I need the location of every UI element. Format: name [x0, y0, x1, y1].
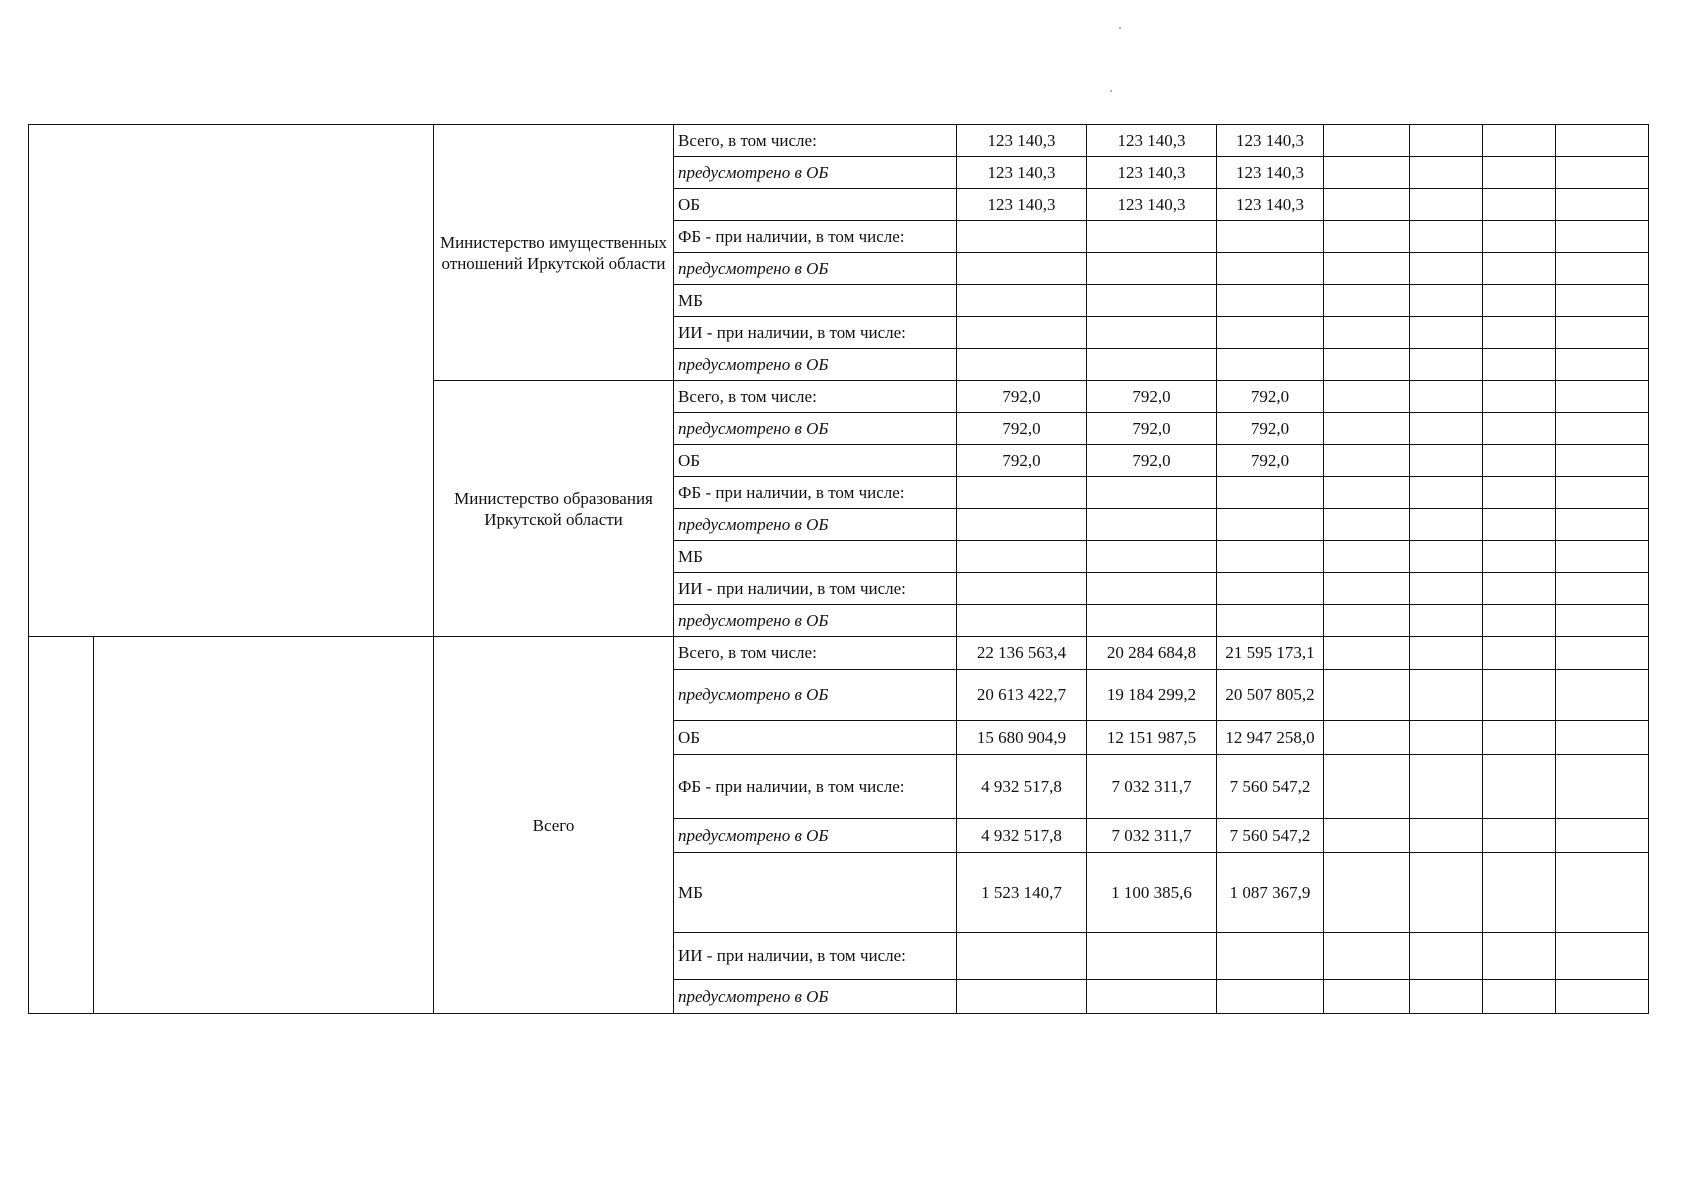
empty-cell	[1324, 819, 1410, 853]
value-cell: 4 932 517,8	[957, 755, 1087, 819]
empty-cell	[1483, 853, 1556, 933]
value-cell: 792,0	[1217, 445, 1324, 477]
value-cell: 7 032 311,7	[1087, 755, 1217, 819]
empty-cell	[1556, 317, 1649, 349]
empty-cell	[1556, 573, 1649, 605]
empty-cell	[1410, 253, 1483, 285]
value-cell	[957, 221, 1087, 253]
empty-cell	[1324, 670, 1410, 721]
value-cell	[957, 317, 1087, 349]
empty-cell	[1556, 477, 1649, 509]
source-label: МБ	[674, 541, 957, 573]
value-cell	[1087, 221, 1217, 253]
empty-cell	[1483, 933, 1556, 980]
source-label: ИИ - при наличии, в том числе:	[674, 317, 957, 349]
empty-cell	[1483, 157, 1556, 189]
value-cell: 123 140,3	[1217, 189, 1324, 221]
empty-cell	[1324, 933, 1410, 980]
empty-cell	[1556, 980, 1649, 1014]
value-cell	[1087, 541, 1217, 573]
value-cell	[1217, 317, 1324, 349]
value-cell	[1217, 477, 1324, 509]
empty-cell	[1324, 853, 1410, 933]
empty-cell	[1410, 381, 1483, 413]
empty-cell	[1483, 381, 1556, 413]
empty-cell	[1483, 605, 1556, 637]
empty-cell	[1324, 445, 1410, 477]
empty-cell	[1410, 670, 1483, 721]
value-cell	[1217, 980, 1324, 1014]
executor-cell: Всего	[434, 637, 674, 1014]
source-label: МБ	[674, 285, 957, 317]
empty-cell	[1324, 541, 1410, 573]
empty-cell	[1483, 253, 1556, 285]
empty-cell	[1410, 933, 1483, 980]
name-cell	[94, 637, 434, 1014]
source-label: ИИ - при наличии, в том числе:	[674, 933, 957, 980]
empty-cell	[1556, 853, 1649, 933]
empty-cell	[1410, 349, 1483, 381]
value-cell	[1087, 317, 1217, 349]
value-cell	[1087, 933, 1217, 980]
value-cell	[957, 541, 1087, 573]
value-cell: 21 595 173,1	[1217, 637, 1324, 670]
empty-cell	[1410, 541, 1483, 573]
source-label: ФБ - при наличии, в том числе:	[674, 221, 957, 253]
empty-cell	[1556, 285, 1649, 317]
empty-cell	[1556, 755, 1649, 819]
empty-cell	[1483, 637, 1556, 670]
empty-cell	[1410, 125, 1483, 157]
value-cell: 792,0	[957, 413, 1087, 445]
table-row	[29, 125, 1649, 157]
value-cell	[1087, 980, 1217, 1014]
empty-cell	[1483, 125, 1556, 157]
value-cell: 19 184 299,2	[1087, 670, 1217, 721]
source-label: МБ	[674, 853, 957, 933]
empty-cell	[1483, 445, 1556, 477]
empty-cell	[1410, 853, 1483, 933]
value-cell: 7 560 547,2	[1217, 819, 1324, 853]
source-label: ОБ	[674, 189, 957, 221]
empty-cell	[1324, 189, 1410, 221]
source-label: предусмотрено в ОБ	[674, 670, 957, 721]
program-name-cell	[29, 125, 434, 637]
value-cell	[957, 605, 1087, 637]
empty-cell	[1483, 189, 1556, 221]
value-cell	[957, 509, 1087, 541]
value-cell	[1217, 509, 1324, 541]
value-cell: 792,0	[1087, 381, 1217, 413]
empty-cell	[1556, 253, 1649, 285]
value-cell	[957, 477, 1087, 509]
value-cell	[957, 285, 1087, 317]
empty-cell	[1483, 721, 1556, 755]
value-cell	[1087, 253, 1217, 285]
empty-cell	[1556, 637, 1649, 670]
table-row	[29, 637, 1649, 670]
value-cell	[957, 980, 1087, 1014]
value-cell: 123 140,3	[957, 189, 1087, 221]
empty-cell	[1483, 670, 1556, 721]
value-cell: 123 140,3	[957, 125, 1087, 157]
empty-cell	[1410, 445, 1483, 477]
scan-speck	[1110, 90, 1112, 92]
empty-cell	[1410, 573, 1483, 605]
empty-cell	[1556, 509, 1649, 541]
value-cell	[1217, 221, 1324, 253]
value-cell: 123 140,3	[1087, 157, 1217, 189]
empty-cell	[1324, 477, 1410, 509]
source-label: предусмотрено в ОБ	[674, 253, 957, 285]
empty-cell	[1410, 285, 1483, 317]
empty-cell	[1410, 477, 1483, 509]
empty-cell	[1324, 413, 1410, 445]
empty-cell	[1556, 157, 1649, 189]
empty-cell	[1324, 125, 1410, 157]
value-cell: 792,0	[1217, 381, 1324, 413]
empty-cell	[1410, 819, 1483, 853]
empty-cell	[1324, 573, 1410, 605]
source-label: ОБ	[674, 721, 957, 755]
value-cell: 7 560 547,2	[1217, 755, 1324, 819]
empty-cell	[1410, 189, 1483, 221]
empty-cell	[1324, 755, 1410, 819]
value-cell	[1217, 933, 1324, 980]
empty-cell	[1556, 221, 1649, 253]
empty-cell	[1324, 253, 1410, 285]
empty-cell	[1483, 509, 1556, 541]
empty-cell	[1324, 381, 1410, 413]
value-cell: 12 947 258,0	[1217, 721, 1324, 755]
source-label: предусмотрено в ОБ	[674, 157, 957, 189]
empty-cell	[1410, 509, 1483, 541]
empty-cell	[1483, 573, 1556, 605]
source-label: предусмотрено в ОБ	[674, 819, 957, 853]
value-cell	[1217, 573, 1324, 605]
source-label: ОБ	[674, 445, 957, 477]
value-cell	[1087, 509, 1217, 541]
value-cell: 20 613 422,7	[957, 670, 1087, 721]
empty-cell	[1324, 637, 1410, 670]
value-cell	[1217, 605, 1324, 637]
value-cell	[1217, 253, 1324, 285]
empty-cell	[1324, 721, 1410, 755]
empty-cell	[1410, 755, 1483, 819]
source-label: предусмотрено в ОБ	[674, 980, 957, 1014]
empty-cell	[1556, 605, 1649, 637]
empty-cell	[1556, 541, 1649, 573]
empty-cell	[1556, 381, 1649, 413]
empty-cell	[1410, 413, 1483, 445]
empty-cell	[1324, 221, 1410, 253]
empty-cell	[1483, 317, 1556, 349]
value-cell	[957, 933, 1087, 980]
empty-cell	[1483, 477, 1556, 509]
source-label: ФБ - при наличии, в том числе:	[674, 755, 957, 819]
value-cell: 20 284 684,8	[1087, 637, 1217, 670]
value-cell: 1 523 140,7	[957, 853, 1087, 933]
empty-cell	[1483, 221, 1556, 253]
value-cell: 792,0	[1087, 413, 1217, 445]
value-cell: 1 100 385,6	[1087, 853, 1217, 933]
value-cell: 20 507 805,2	[1217, 670, 1324, 721]
empty-cell	[1410, 605, 1483, 637]
value-cell: 22 136 563,4	[957, 637, 1087, 670]
empty-cell	[1410, 637, 1483, 670]
budget-table	[28, 124, 1649, 1014]
value-cell: 792,0	[957, 381, 1087, 413]
value-cell: 4 932 517,8	[957, 819, 1087, 853]
value-cell: 7 032 311,7	[1087, 819, 1217, 853]
empty-cell	[1556, 125, 1649, 157]
value-cell: 123 140,3	[1217, 125, 1324, 157]
empty-cell	[1556, 445, 1649, 477]
source-label: предусмотрено в ОБ	[674, 349, 957, 381]
empty-cell	[1324, 509, 1410, 541]
value-cell	[1217, 349, 1324, 381]
empty-cell	[1324, 980, 1410, 1014]
empty-cell	[1324, 285, 1410, 317]
empty-cell	[1410, 317, 1483, 349]
value-cell	[957, 349, 1087, 381]
value-cell: 123 140,3	[1087, 125, 1217, 157]
source-label: ФБ - при наличии, в том числе:	[674, 477, 957, 509]
source-label: предусмотрено в ОБ	[674, 605, 957, 637]
source-label: Всего, в том числе:	[674, 125, 957, 157]
executor-cell: Министерство образования Иркутской области	[434, 381, 674, 637]
value-cell	[1217, 285, 1324, 317]
value-cell: 792,0	[957, 445, 1087, 477]
source-label: Всего, в том числе:	[674, 381, 957, 413]
empty-cell	[1324, 317, 1410, 349]
empty-cell	[1483, 755, 1556, 819]
value-cell: 792,0	[1217, 413, 1324, 445]
index-cell	[29, 637, 94, 1014]
empty-cell	[1324, 157, 1410, 189]
empty-cell	[1483, 541, 1556, 573]
empty-cell	[1410, 221, 1483, 253]
empty-cell	[1324, 605, 1410, 637]
empty-cell	[1556, 670, 1649, 721]
value-cell: 123 140,3	[1087, 189, 1217, 221]
empty-cell	[1556, 413, 1649, 445]
value-cell: 12 151 987,5	[1087, 721, 1217, 755]
value-cell: 15 680 904,9	[957, 721, 1087, 755]
empty-cell	[1556, 189, 1649, 221]
source-label: Всего, в том числе:	[674, 637, 957, 670]
empty-cell	[1556, 933, 1649, 980]
empty-cell	[1483, 819, 1556, 853]
value-cell	[1087, 285, 1217, 317]
empty-cell	[1556, 819, 1649, 853]
source-label: ИИ - при наличии, в том числе:	[674, 573, 957, 605]
executor-cell: Министерство имущественных отношений Иркутской области	[434, 125, 674, 381]
empty-cell	[1483, 413, 1556, 445]
value-cell	[1087, 573, 1217, 605]
scan-speck	[1119, 27, 1121, 29]
empty-cell	[1483, 349, 1556, 381]
empty-cell	[1410, 980, 1483, 1014]
empty-cell	[1483, 980, 1556, 1014]
value-cell	[1217, 541, 1324, 573]
empty-cell	[1556, 349, 1649, 381]
value-cell: 123 140,3	[1217, 157, 1324, 189]
empty-cell	[1556, 721, 1649, 755]
value-cell	[1087, 349, 1217, 381]
empty-cell	[1410, 157, 1483, 189]
empty-cell	[1483, 285, 1556, 317]
value-cell: 792,0	[1087, 445, 1217, 477]
source-label: предусмотрено в ОБ	[674, 413, 957, 445]
value-cell: 123 140,3	[957, 157, 1087, 189]
value-cell	[957, 253, 1087, 285]
value-cell	[957, 573, 1087, 605]
value-cell: 1 087 367,9	[1217, 853, 1324, 933]
source-label: предусмотрено в ОБ	[674, 509, 957, 541]
empty-cell	[1324, 349, 1410, 381]
empty-cell	[1410, 721, 1483, 755]
value-cell	[1087, 477, 1217, 509]
value-cell	[1087, 605, 1217, 637]
